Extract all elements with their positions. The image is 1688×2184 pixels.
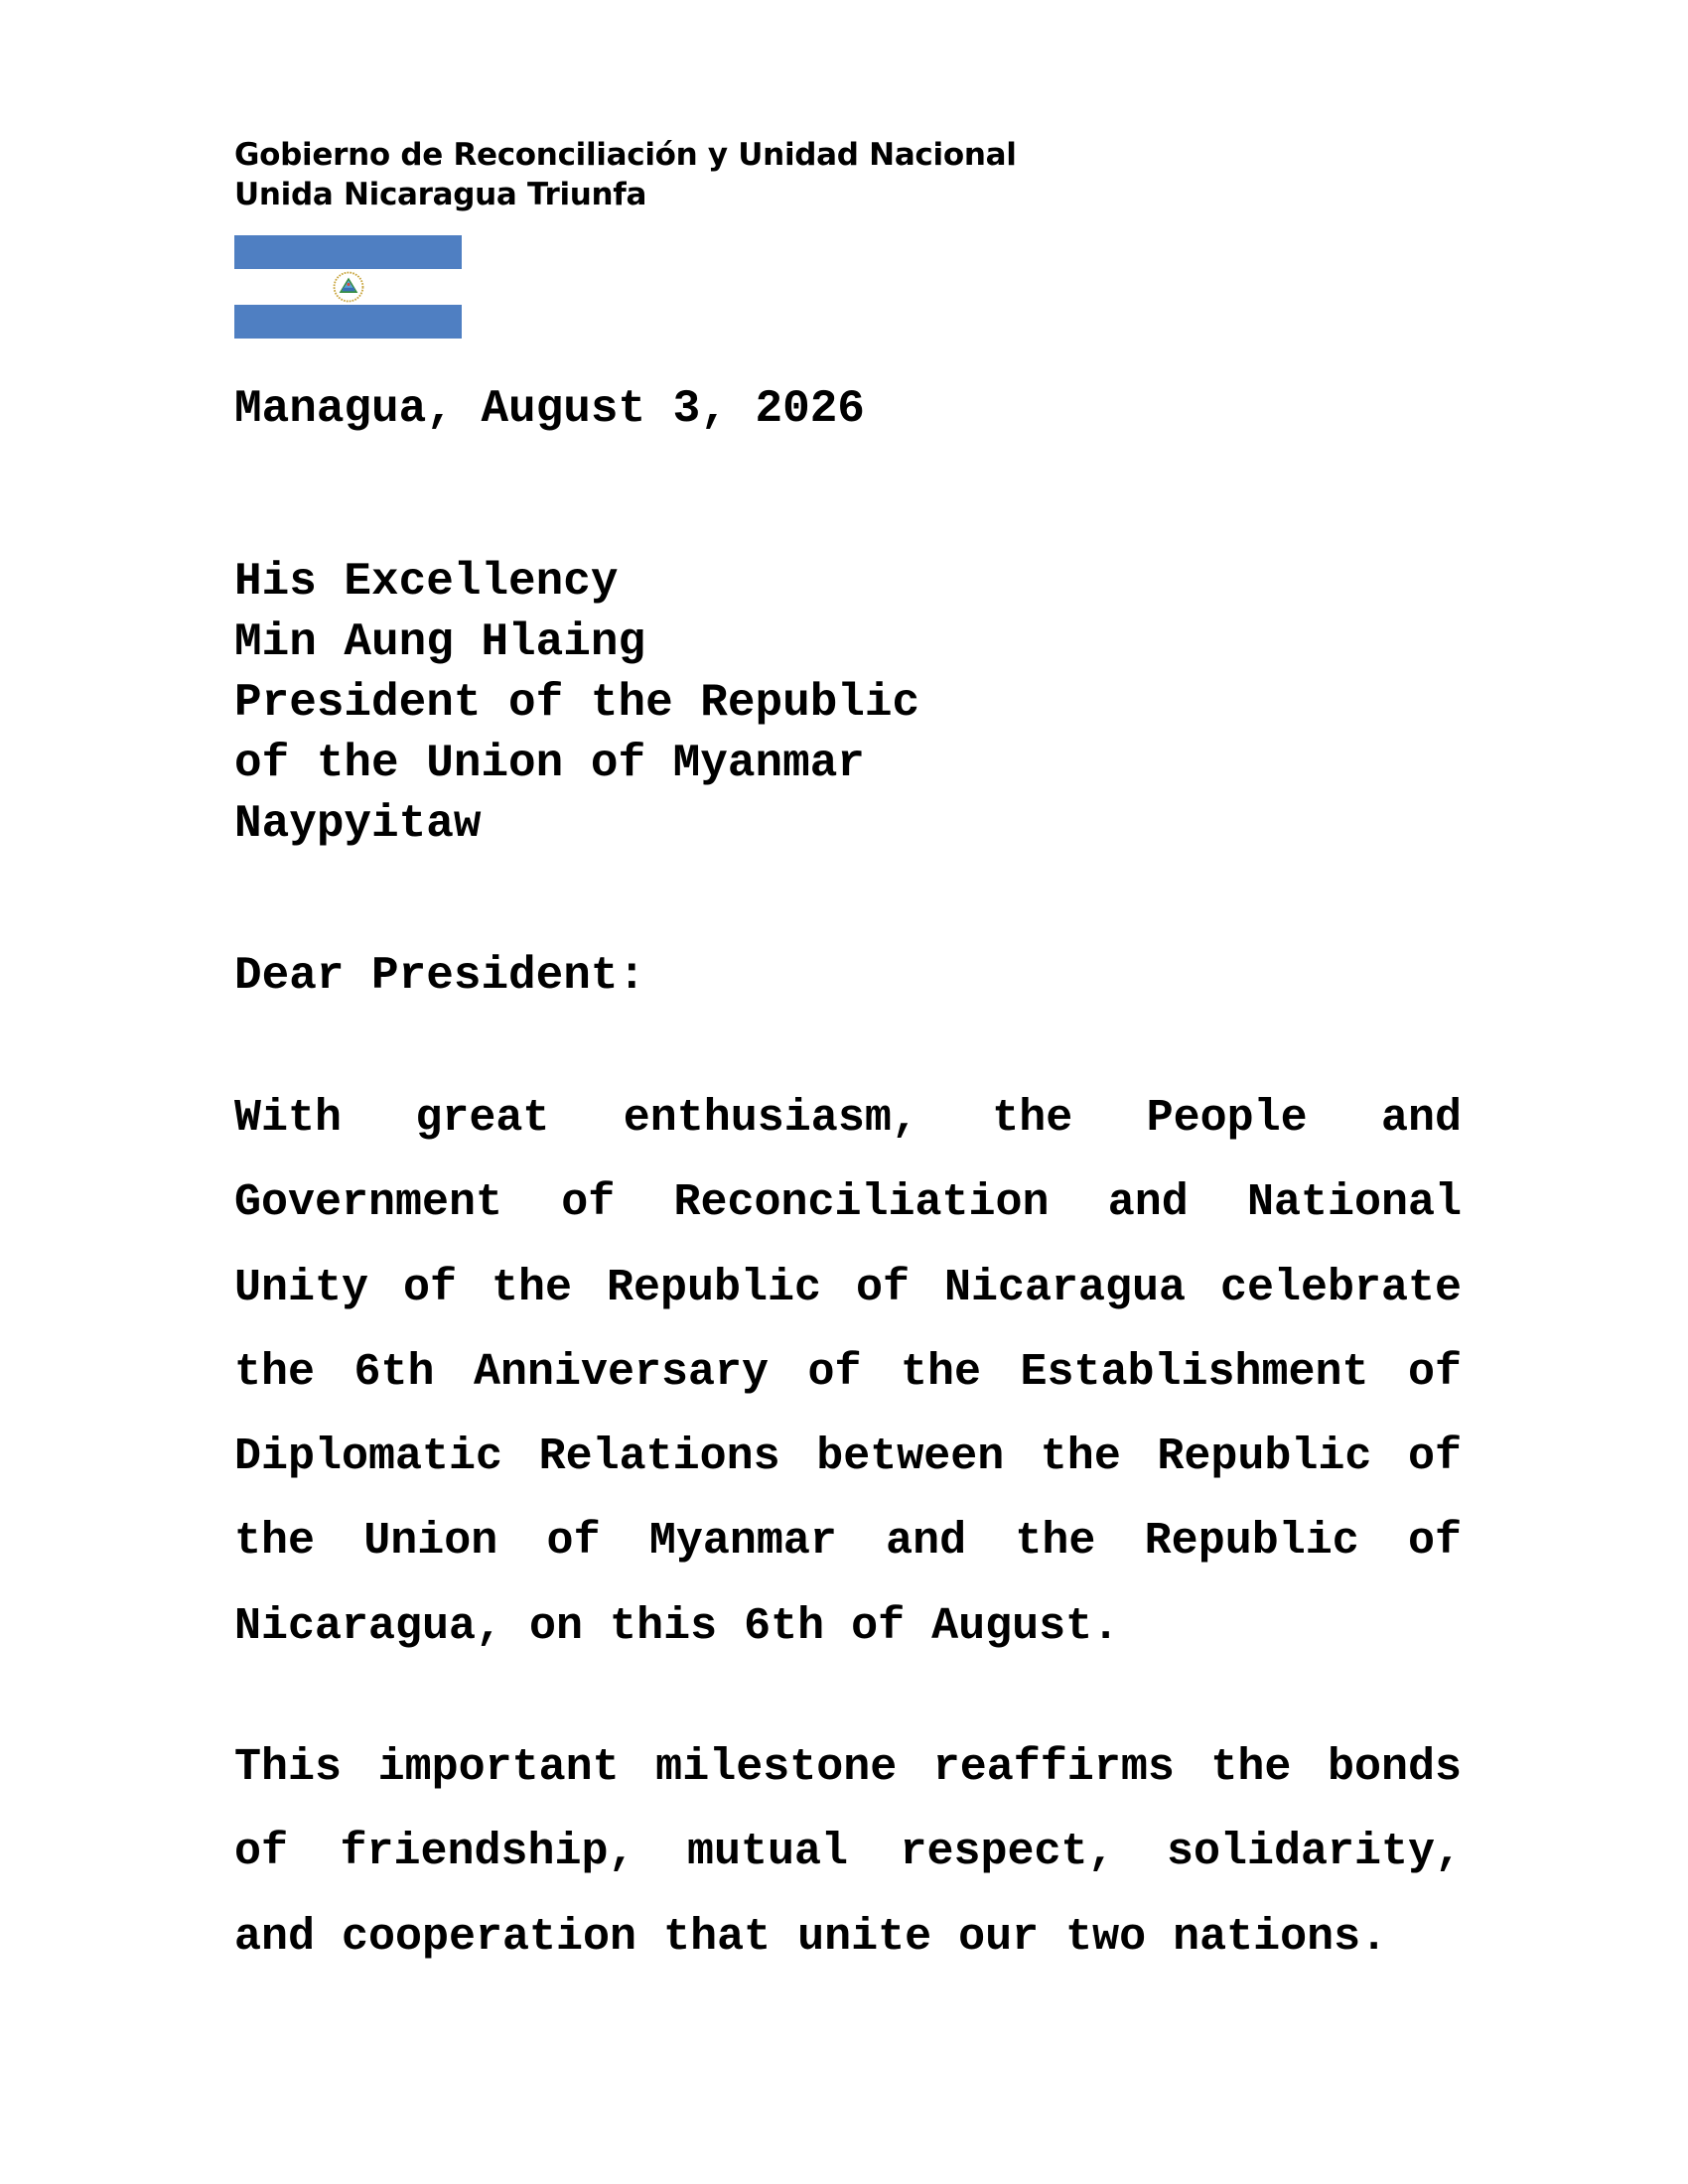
body-paragraph: With great enthusiasm, the People and Government of Reconciliation and National Unity of the Republic of Nicaragua celebrate the 6th Anniversary of the Establishment of Diplomatic Relations between the Republic of the Union of Myanmar and the Republic of Nicaragua, on this 6th of August. <box>234 1093 1462 1652</box>
body-paragraph: This important milestone reaffirms the bonds of friendship, mutual respect, solidarity, and cooperation that unite our two nations. <box>234 1742 1462 1963</box>
recipient-line: Naypyitaw <box>234 798 482 850</box>
salutation: Dear President: <box>234 950 646 1002</box>
letterhead-government-name: Gobierno de Reconciliación y Unidad Nacional <box>234 137 1017 173</box>
nicaragua-flag-icon <box>234 235 462 339</box>
flag-middle-band <box>234 269 462 305</box>
recipient-line: Min Aung Hlaing <box>234 616 646 668</box>
flag-bottom-band <box>234 305 462 339</box>
recipient-line: His Excellency <box>234 556 619 608</box>
recipient-address <box>234 552 919 855</box>
recipient-line: President of the Republic <box>234 677 920 729</box>
coat-of-arms-icon <box>332 270 365 304</box>
recipient-line: of the Union of Myanmar <box>234 738 865 789</box>
letterhead <box>234 135 1017 214</box>
letter-date: Managua, August 3, 2026 <box>234 383 865 435</box>
flag-top-band <box>234 235 462 269</box>
letterhead-slogan: Unida Nicaragua Triunfa <box>234 177 647 212</box>
